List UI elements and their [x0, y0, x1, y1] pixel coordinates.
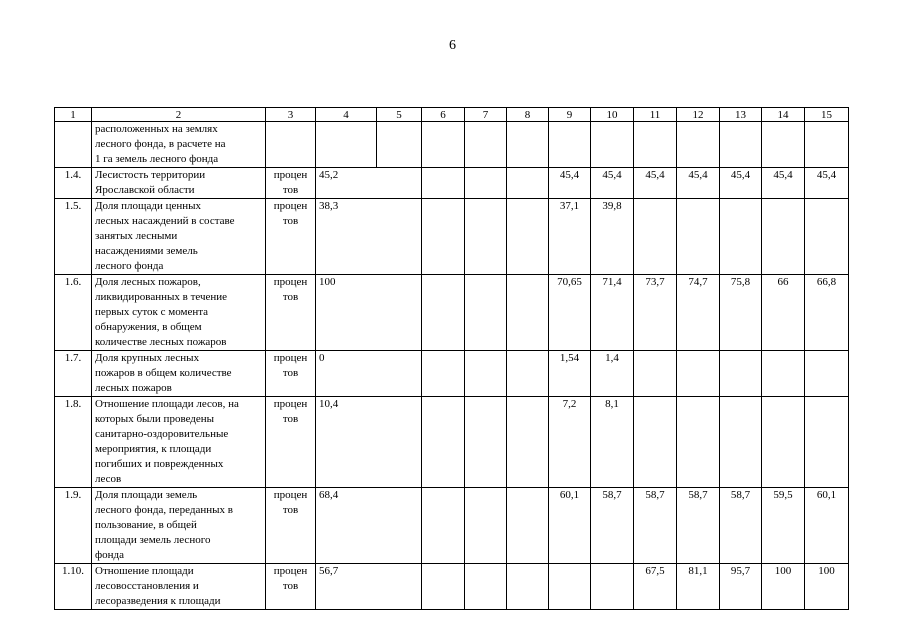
cell-line: тов — [282, 184, 299, 196]
value-cell — [422, 275, 465, 351]
value-cell — [465, 488, 507, 564]
row-number: 1.10. — [55, 564, 92, 610]
cell-line: расположенных на землях — [95, 123, 218, 135]
value-cell — [507, 351, 549, 397]
header-cell: 2 — [92, 108, 266, 122]
unit-cell — [266, 275, 316, 351]
value-cell — [422, 488, 465, 564]
cell-line: занятых лесными — [95, 230, 178, 242]
unit-cell — [266, 199, 316, 275]
header-cell: 10 — [591, 108, 634, 122]
header-cell: 6 — [422, 108, 465, 122]
value-cell: 58,7 — [591, 488, 634, 564]
unit-cell — [266, 564, 316, 610]
value-cell: 75,8 — [720, 275, 762, 351]
value-cell — [762, 397, 805, 488]
header-cell: 5 — [377, 108, 422, 122]
unit-cell — [266, 168, 316, 199]
value-cell — [677, 397, 720, 488]
unit-cell — [266, 488, 316, 564]
value-cell — [720, 122, 762, 168]
cell-line: лесного фонда — [95, 260, 164, 272]
header-cell: 1 — [55, 108, 92, 122]
cell-line: Доля лесных пожаров, — [95, 276, 201, 288]
cell-line: лесных пожаров — [95, 382, 172, 394]
value-cell: 45,4 — [634, 168, 677, 199]
cell-line: Доля площади земель — [95, 489, 198, 501]
cell-line: Отношение площади — [95, 565, 194, 577]
row-number: 1.8. — [55, 397, 92, 488]
value-cell: 100 — [762, 564, 805, 610]
unit-cell — [266, 397, 316, 488]
table-row — [55, 168, 849, 199]
base-value-cell: 56,7 — [316, 564, 422, 610]
row-number: 1.9. — [55, 488, 92, 564]
value-cell — [465, 275, 507, 351]
indicator-table — [54, 107, 849, 610]
row-number: 1.7. — [55, 351, 92, 397]
cell-line: ликвидированных в течение — [95, 291, 228, 303]
value-cell — [634, 199, 677, 275]
cell-line: лесов — [95, 473, 122, 485]
cell-line: обнаружения, в общем — [95, 321, 202, 333]
value-cell: 8,1 — [591, 397, 634, 488]
cell-line: тов — [282, 291, 299, 303]
value-cell — [507, 397, 549, 488]
cell-line: которых были проведены — [95, 413, 215, 425]
header-cell: 15 — [805, 108, 849, 122]
cell-line: погибших и поврежденных — [95, 458, 224, 470]
value-cell: 73,7 — [634, 275, 677, 351]
value-cell — [465, 122, 507, 168]
header-cell: 8 — [507, 108, 549, 122]
value-cell: 45,4 — [549, 168, 591, 199]
cell-line: лесного фонда, в расчете на — [95, 138, 226, 150]
base-value-cell: 45,2 — [316, 168, 422, 199]
value-cell: 60,1 — [805, 488, 849, 564]
value-cell — [677, 122, 720, 168]
cell-line: процен — [273, 565, 308, 577]
value-cell: 67,5 — [634, 564, 677, 610]
cell-line: тов — [282, 367, 299, 379]
value-cell — [507, 488, 549, 564]
value-cell — [677, 199, 720, 275]
base-value-cell: 68,4 — [316, 488, 422, 564]
value-cell — [805, 199, 849, 275]
value-cell: 74,7 — [677, 275, 720, 351]
cell-line: тов — [282, 504, 299, 516]
indicator-name — [92, 168, 266, 199]
value-cell — [377, 122, 422, 168]
base-value-cell: 38,3 — [316, 199, 422, 275]
cell-line: мероприятия, к площади — [95, 443, 212, 455]
cell-line: процен — [273, 352, 308, 364]
value-cell: 45,4 — [591, 168, 634, 199]
row-number: 1.4. — [55, 168, 92, 199]
value-cell — [634, 397, 677, 488]
page-number: 6 — [449, 38, 456, 53]
table-body — [55, 108, 849, 610]
cell-line: Ярославской области — [95, 184, 195, 196]
value-cell: 66 — [762, 275, 805, 351]
cell-line: тов — [282, 413, 299, 425]
cell-line: лесоразведения к площади — [95, 595, 221, 607]
value-cell: 58,7 — [677, 488, 720, 564]
value-cell — [507, 275, 549, 351]
cell-line: Доля крупных лесных — [95, 352, 200, 364]
table-header-row — [55, 108, 849, 122]
value-cell: 58,7 — [634, 488, 677, 564]
header-cell: 9 — [549, 108, 591, 122]
cell-line: насаждениями земель — [95, 245, 198, 257]
row-number: 1.6. — [55, 275, 92, 351]
value-cell — [720, 397, 762, 488]
value-cell: 58,7 — [720, 488, 762, 564]
value-cell — [422, 168, 465, 199]
value-cell — [805, 397, 849, 488]
value-cell — [507, 564, 549, 610]
value-cell — [805, 351, 849, 397]
value-cell: 71,4 — [591, 275, 634, 351]
value-cell: 45,4 — [805, 168, 849, 199]
value-cell — [549, 564, 591, 610]
cell-line: лесовосстановления и — [95, 580, 199, 592]
indicator-name — [92, 397, 266, 488]
cell-line: первых суток с момента — [95, 306, 209, 318]
value-cell — [422, 199, 465, 275]
indicator-name — [92, 199, 266, 275]
cell-line: Отношение площади лесов, на — [95, 398, 239, 410]
value-cell — [762, 122, 805, 168]
cell-line: тов — [282, 580, 299, 592]
value-cell: 39,8 — [591, 199, 634, 275]
cell-line: процен — [273, 200, 308, 212]
base-value-cell: 0 — [316, 351, 422, 397]
cell-line: площади земель лесного — [95, 534, 211, 546]
cell-line: фонда — [95, 549, 124, 561]
table-row — [55, 122, 849, 168]
cell-line: 1 га земель лесного фонда — [95, 153, 219, 165]
value-cell: 60,1 — [549, 488, 591, 564]
cell-line: тов — [282, 215, 299, 227]
value-cell — [591, 564, 634, 610]
table-row — [55, 199, 849, 275]
table-row — [55, 564, 849, 610]
cell-line: Доля площади ценных — [95, 200, 202, 212]
value-cell — [634, 351, 677, 397]
value-cell — [465, 351, 507, 397]
header-cell: 11 — [634, 108, 677, 122]
value-cell: 100 — [805, 564, 849, 610]
header-cell: 14 — [762, 108, 805, 122]
table-row — [55, 488, 849, 564]
indicator-name — [92, 122, 266, 168]
cell-line: лесного фонда, переданных в — [95, 504, 233, 516]
table-row — [55, 397, 849, 488]
value-cell: 1,54 — [549, 351, 591, 397]
value-cell: 37,1 — [549, 199, 591, 275]
cell-line: пожаров в общем количестве — [95, 367, 232, 379]
value-cell: 7,2 — [549, 397, 591, 488]
value-cell — [591, 122, 634, 168]
value-cell: 81,1 — [677, 564, 720, 610]
base-value-cell: 10,4 — [316, 397, 422, 488]
row-number: 1.5. — [55, 199, 92, 275]
header-cell: 3 — [266, 108, 316, 122]
cell-line: процен — [273, 276, 308, 288]
value-cell — [422, 351, 465, 397]
value-cell: 95,7 — [720, 564, 762, 610]
cell-line: процен — [273, 398, 308, 410]
value-cell — [422, 397, 465, 488]
value-cell — [465, 564, 507, 610]
row-number — [55, 122, 92, 168]
value-cell — [507, 168, 549, 199]
value-cell — [720, 199, 762, 275]
header-cell: 7 — [465, 108, 507, 122]
value-cell: 45,4 — [720, 168, 762, 199]
value-cell: 66,8 — [805, 275, 849, 351]
value-cell — [507, 199, 549, 275]
value-cell: 45,4 — [762, 168, 805, 199]
value-cell — [422, 564, 465, 610]
value-cell — [762, 199, 805, 275]
cell-line: Лесистость территории — [95, 169, 206, 181]
indicator-name — [92, 488, 266, 564]
indicator-name — [92, 351, 266, 397]
header-cell: 13 — [720, 108, 762, 122]
header-cell: 4 — [316, 108, 377, 122]
value-cell — [465, 199, 507, 275]
unit-cell — [266, 122, 316, 168]
base-value-cell: 100 — [316, 275, 422, 351]
indicator-name — [92, 564, 266, 610]
value-cell: 1,4 — [591, 351, 634, 397]
cell-line: процен — [273, 489, 308, 501]
base-value-cell — [316, 122, 377, 168]
value-cell — [805, 122, 849, 168]
indicator-name — [92, 275, 266, 351]
value-cell — [465, 168, 507, 199]
value-cell — [720, 351, 762, 397]
value-cell — [422, 122, 465, 168]
header-cell: 12 — [677, 108, 720, 122]
unit-cell — [266, 351, 316, 397]
table-row — [55, 351, 849, 397]
cell-line: процен — [273, 169, 308, 181]
value-cell — [549, 122, 591, 168]
value-cell — [465, 397, 507, 488]
table-row — [55, 275, 849, 351]
value-cell — [507, 122, 549, 168]
cell-line: лесных насаждений в составе — [95, 215, 235, 227]
cell-line: количестве лесных пожаров — [95, 336, 227, 348]
value-cell — [677, 351, 720, 397]
value-cell: 45,4 — [677, 168, 720, 199]
value-cell: 70,65 — [549, 275, 591, 351]
value-cell — [762, 351, 805, 397]
cell-line: пользование, в общей — [95, 519, 197, 531]
cell-line: санитарно-оздоровительные — [95, 428, 229, 440]
value-cell: 59,5 — [762, 488, 805, 564]
value-cell — [634, 122, 677, 168]
